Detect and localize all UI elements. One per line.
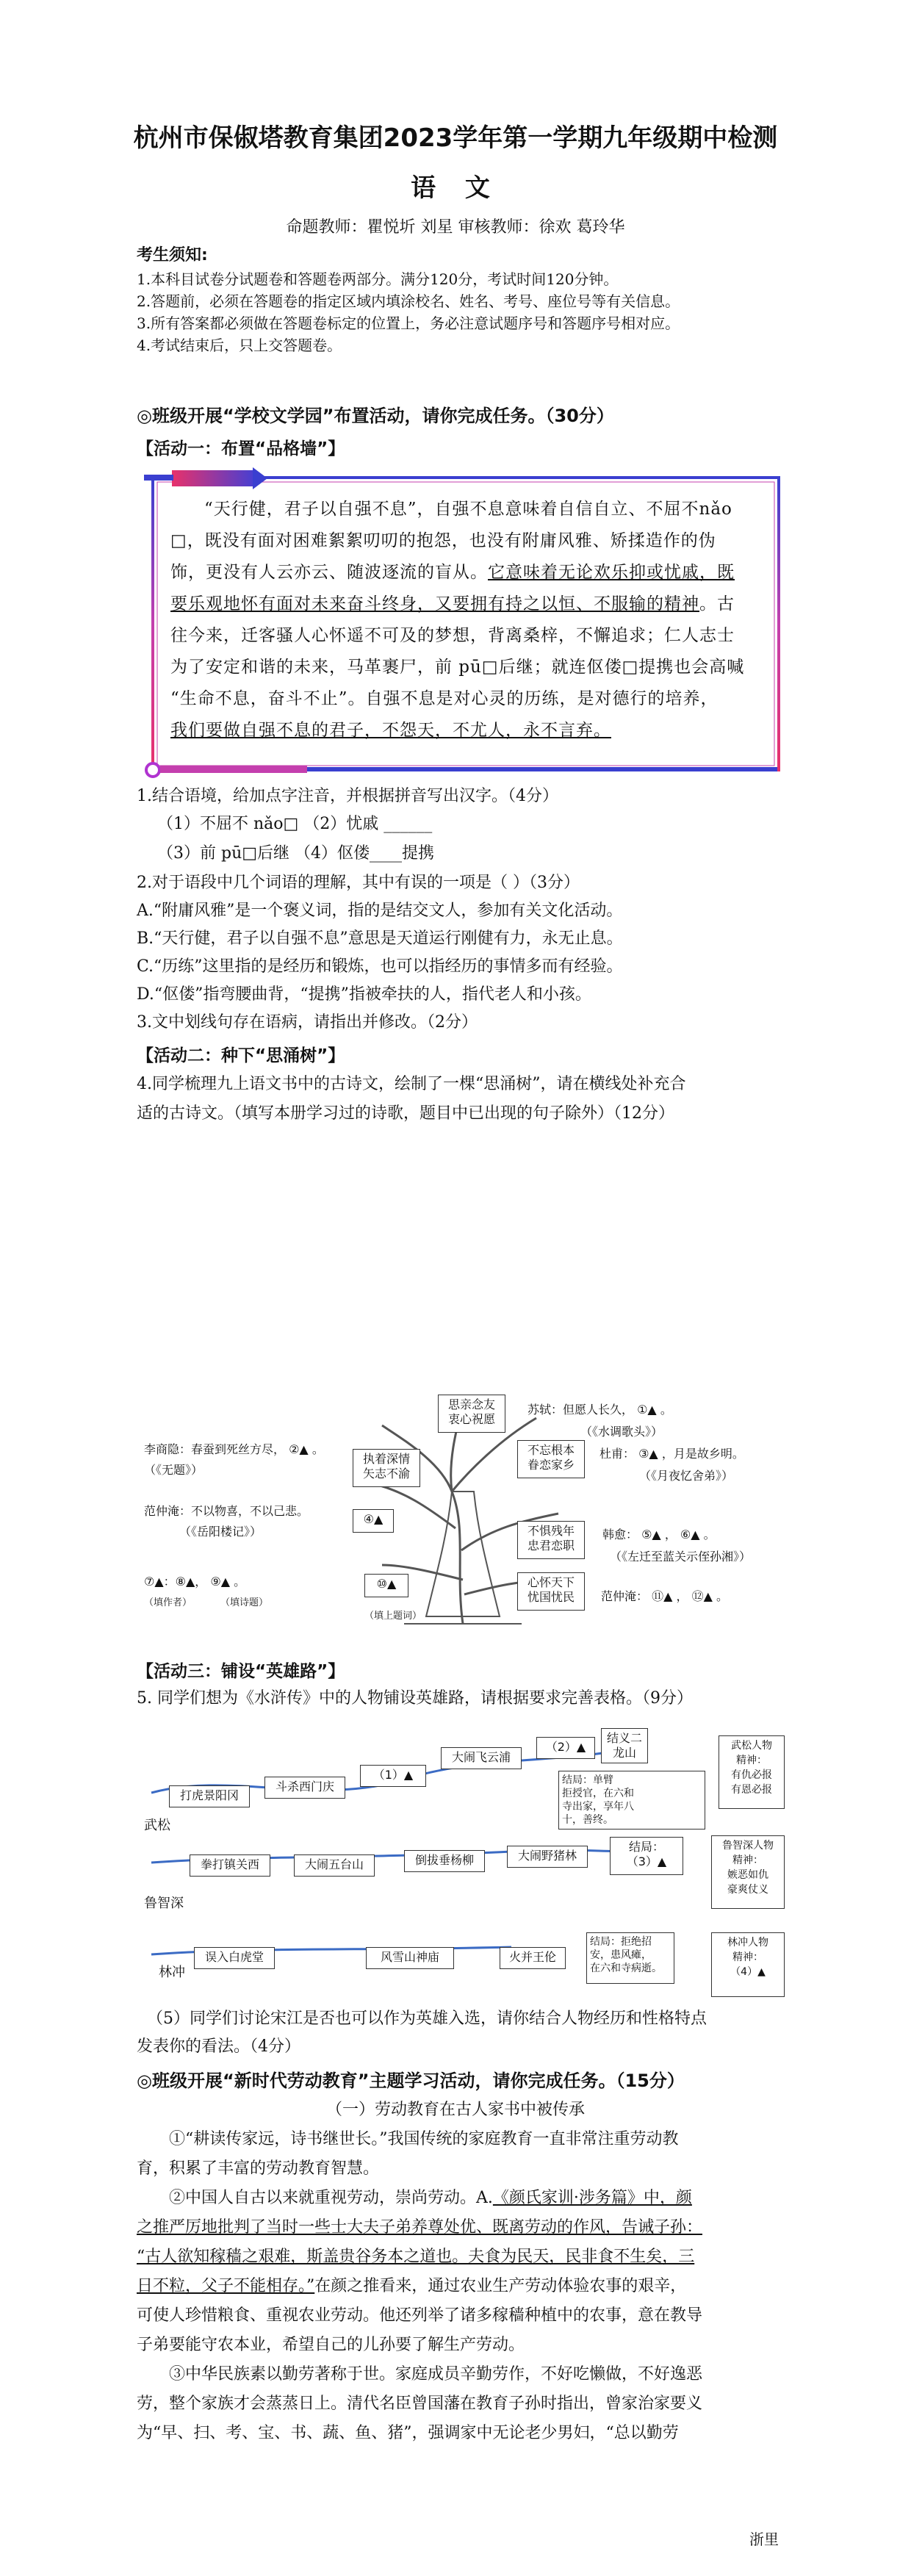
- passage-line: [170, 589, 758, 620]
- lu-step: [294, 1854, 375, 1877]
- para-line: 育，积累了丰富的劳动教育智慧。: [137, 2159, 380, 2178]
- wusong-ending: [558, 1771, 705, 1830]
- tree-box-buwang: [517, 1440, 585, 1478]
- para-line: 子弟要能守农本业，希望自己的儿孙要了解生产劳动。: [137, 2336, 525, 2354]
- tree-bottom-left: ⑦▲：⑧▲， ⑨▲ 。: [144, 1575, 246, 1589]
- box-text: 思亲念友 衷心祝愿: [447, 1397, 495, 1426]
- para-line: ①“耕读传家远，诗书继世长。”我国传统的家庭教育一直非常注重劳动教: [169, 2130, 679, 2148]
- wusong-step: [360, 1765, 426, 1787]
- lu-step: [507, 1846, 588, 1868]
- tree-fan-src: （《岳阳楼记》）: [179, 1525, 262, 1539]
- tree-root-box: [438, 1395, 505, 1433]
- para-line: 之推严厉地批判了当时一些士大夫子弟养尊处优、既离劳动的作风，告诫子孙：: [137, 2218, 703, 2237]
- hero-name: 武松: [144, 1818, 170, 1833]
- lu-step: [190, 1854, 270, 1877]
- box-text: 大闹飞云浦: [451, 1750, 511, 1764]
- para-line: 为“早、扫、考、宝、书、蔬、鱼、猪”，强调家中无论老少男妇，“总以勤劳: [137, 2424, 679, 2442]
- box-text: 拳打镇关西: [200, 1857, 259, 1871]
- exam-title: 杭州市保俶塔教育集团2023学年第一学期九年级期中检测: [133, 123, 778, 153]
- tree-li-src: （《无题》）: [144, 1463, 204, 1477]
- tree-sushi-src: （《水调歌头》）: [580, 1425, 663, 1439]
- passage-line: □，既没有面对困难絮絮叨叨的抱怨，也没有附庸风雅、矫揉造作的伪: [170, 531, 716, 550]
- tree-hanyu: 韩愈： ⑤▲ ， ⑥▲ 。: [602, 1528, 716, 1541]
- tree-label: （填上题词）: [364, 1611, 422, 1622]
- lin-ending: [586, 1932, 674, 1984]
- box-text: 执着深情 矢志不渝: [362, 1452, 410, 1481]
- lin-step: [194, 1947, 275, 1969]
- activity2-heading: 【活动二：种下“思涌树”】: [137, 1046, 345, 1065]
- option-c: C.“历练”这里指的是经历和锻炼，也可以指经历的事情多而有经验。: [137, 957, 623, 976]
- lin-step: [500, 1947, 566, 1969]
- tree-sushi: 苏轼：但愿人长久， ①▲ 。: [527, 1403, 672, 1417]
- option-a: A.“附庸风雅”是一个褒义词，指的是结交文人，参加有关文化活动。: [137, 902, 623, 920]
- underlined-sentence: 它意味着无论欢乐抑或忧戚，既: [488, 563, 735, 582]
- passage-line: 我们要做自强不息的君子，不怨天，不尤人，永不言弃。: [170, 721, 611, 740]
- tree-fan: 范仲淹：不以物喜，不以己悲。: [144, 1504, 309, 1518]
- lin-spirit: [711, 1932, 785, 1997]
- tree-dufu: 杜甫： ③▲ ，月是故乡明。: [599, 1447, 744, 1461]
- passage-span: 饰，更没有人云亦云、随波逐流的盲从。: [170, 563, 488, 582]
- box-text: 鲁智深人物 精神： 嫉恶如仇 豪爽仗义: [722, 1840, 774, 1896]
- tree-hanyu-src: （《左迁至蓝关示侄孙湘》）: [610, 1550, 752, 1564]
- wusong-step: [601, 1728, 648, 1763]
- box-text: 结局： （3）▲: [626, 1840, 667, 1868]
- activity3-heading: 【活动三：铺设“英雄路”】: [137, 1662, 345, 1681]
- question-5-5: （5）同学们讨论宋江是否也可以作为英雄入选，请你结合人物经历和性格特点: [147, 2010, 707, 2028]
- question-2: 2.对于语段中几个词语的理解，其中有误的一项是（ ）（3分）: [137, 874, 580, 892]
- underlined-sentence: 日不粒，父子不能相存。”: [137, 2277, 315, 2295]
- box-text: 风雪山神庙: [380, 1950, 439, 1964]
- para-line: 劳，整个家族才会蒸蒸日上。清代名臣曾国藩在教育子孙时指出，曾家治家要义: [137, 2395, 703, 2413]
- tree-box-10: [364, 1574, 408, 1597]
- box-text: 结义二 龙山: [606, 1731, 642, 1760]
- passage-text: [170, 494, 758, 746]
- box-text: 结局：拒绝招 安，患风瘫， 在六和寺病逝。: [590, 1936, 662, 1974]
- box-text: 大闹五台山: [304, 1857, 364, 1871]
- question-4: 适的古诗文。（填写本册学习过的诗歌，题目中已出现的句子除外）（12分）: [137, 1104, 674, 1123]
- tree-box-zhizhuo: [353, 1449, 420, 1487]
- box-text: 误入白虎堂: [204, 1950, 264, 1964]
- wusong-step: [169, 1785, 250, 1807]
- question-1-items: （3）前 pū□后继 （4）伛偻____提携: [157, 844, 435, 863]
- notes-heading: 考生须知:: [137, 246, 208, 265]
- box-text: （2）▲: [545, 1740, 586, 1754]
- section2-heading: ◎班级开展“新时代劳动教育”主题学习活动，请你完成任务。（15分）: [137, 2070, 685, 2091]
- box-text: 不忘根本 眷恋家乡: [527, 1443, 575, 1472]
- para-span: 在颜之推看来，通过农业生产劳动体验农事的艰辛，: [314, 2277, 687, 2295]
- footer-mark: 浙里: [749, 2530, 779, 2548]
- wusong-step: [441, 1747, 522, 1769]
- tree-label: （填诗题）: [220, 1597, 269, 1608]
- para-line: [137, 2272, 776, 2301]
- lu-ending: [610, 1837, 683, 1875]
- passage-line: 往今来，迁客骚人心怀遥不可及的梦想，背离桑梓，不懈追求；仁人志士: [170, 626, 735, 645]
- passage-line: [170, 652, 758, 683]
- wusong-step: [264, 1777, 345, 1799]
- wusong-spirit: [719, 1735, 785, 1809]
- lu-step: [404, 1850, 485, 1872]
- question-1: 1.结合语境，给加点字注音，并根据拼音写出汉字。（4分）: [137, 787, 558, 805]
- passage-line: “生命不息，奋斗不止”。自强不息是对心灵的历练，是对德行的培养，: [170, 689, 719, 708]
- para-line: “古人欲知稼穑之艰难，斯盖贵谷务本之道也。夫食为民天，民非食不生矣，三: [137, 2248, 695, 2266]
- tree-box-4: [353, 1509, 394, 1533]
- underlined-sentence: 《颜氏家训·涉务篇》中，颜: [492, 2189, 692, 2207]
- tree-label: （填作者）: [144, 1597, 192, 1608]
- box-text: 倒拔垂杨柳: [414, 1853, 474, 1867]
- note-item: 1.本科目试卷分试题卷和答题卷两部分。满分120分，考试时间120分钟。: [137, 270, 619, 288]
- activity1-heading: 【活动一：布置“品格墙”】: [137, 439, 345, 458]
- tree-dufu-src: （《月夜忆舍弟》）: [639, 1469, 734, 1483]
- hero-name: 鲁智深: [144, 1896, 184, 1911]
- para-line: 可使人珍惜粮食、重视农业劳动。他还列举了诸多稼穑种植中的农事，意在教导: [137, 2306, 703, 2325]
- wusong-step: [536, 1737, 595, 1759]
- hero-name: 林冲: [159, 1965, 185, 1980]
- underlined-sentence: 要乐观地怀有面对未来奋斗终身，又要拥有持之以恒、不服输的精神: [170, 594, 699, 614]
- tree-box-bujuan: [517, 1521, 585, 1559]
- box-text: 不惧残年 忠君恋职: [527, 1524, 575, 1553]
- box-text: 火并王伦: [508, 1950, 556, 1964]
- authors-line: 命题教师：瞿悦圻 刘星 审核教师：徐欢 葛玲华: [286, 218, 625, 237]
- box-text: ⑩▲: [376, 1577, 397, 1591]
- para-span: ②中国人自古以来就重视劳动，崇尚劳动。A.: [169, 2189, 493, 2207]
- option-b: B.“天行健，君子以自强不息”意思是天道运行刚健有力，永无止息。: [137, 929, 623, 948]
- box-text: 林冲人物 精神： （4）▲: [727, 1937, 768, 1978]
- tree-fan2: 范仲淹： ⑪▲ ， ⑫▲ 。: [601, 1589, 728, 1603]
- passage-line: “天行健，君子以自强不息”，自强不息意味着自信自立、不屈不nǎo: [204, 500, 732, 519]
- section2-subheading: （一）劳动教育在古人家书中被传承: [325, 2101, 585, 2119]
- para-line: [137, 2184, 776, 2213]
- passage-span: 为了安定和谐的未来，马革裹尸，前: [170, 658, 453, 677]
- note-item: 4.考试结束后，只上交答题卷。: [137, 337, 342, 354]
- question-1-items: （1）不屈不 nǎo□ （2）忧戚 ______: [157, 815, 433, 833]
- box-text: 斗杀西门庆: [275, 1780, 334, 1794]
- box-text: 结局：单臂 拒授官，在六和 寺出家，享年八 十，善终。: [562, 1774, 634, 1826]
- note-item: 2.答题前，必须在答题卷的指定区域内填涂校名、姓名、考号、座位号等有关信息。: [137, 292, 680, 310]
- lu-spirit: [711, 1835, 785, 1909]
- box-text: （1）▲: [372, 1768, 414, 1782]
- passage-line: [170, 557, 758, 589]
- box-text: 武松人物 精神： 有仇必报 有恩必报: [731, 1740, 772, 1796]
- box-text: ④▲: [363, 1512, 384, 1526]
- passage-span: pū□后继；: [453, 658, 552, 677]
- passage-span: 。古: [699, 594, 735, 614]
- option-d: D.“伛偻”指弯腰曲背，“提携”指被牵扶的人，指代老人和小孩。: [137, 985, 591, 1004]
- question-5-5: 发表你的看法。（4分）: [137, 2037, 300, 2056]
- question-4: 4.同学梳理九上语文书中的古诗文，绘制了一棵“思涌树”，请在横线处补充合: [137, 1075, 686, 1093]
- subject-title: 语 文: [411, 173, 500, 203]
- box-text: 打虎景阳冈: [179, 1788, 239, 1802]
- lin-step: [366, 1947, 454, 1969]
- passage-span: 就连伛偻□提携也会高喊: [551, 658, 745, 677]
- box-text: 大闹野猪林: [517, 1849, 577, 1863]
- tree-box-xinhuai: [517, 1572, 585, 1611]
- tree-li: 李商隐：春蚕到死丝方尽， ②▲ 。: [144, 1442, 324, 1456]
- question-3: 3.文中划线句存在语病，请指出并修改。（2分）: [137, 1013, 478, 1032]
- para-line: ③中华民族素以勤劳著称于世。家庭成员辛勤劳作，不好吃懒做，不好逸恶: [169, 2365, 703, 2383]
- note-item: 3.所有答案都必须做在答题卷标定的位置上，务必注意试题序号和答题序号相对应。: [137, 314, 680, 332]
- box-text: 心怀天下 忧国忧民: [527, 1575, 575, 1604]
- section1-heading: ◎班级开展“学校文学园”布置活动，请你完成任务。（30分）: [137, 406, 614, 426]
- question-5: 5. 同学们想为《水浒传》中的人物铺设英雄路，请根据要求完善表格。（9分）: [137, 1689, 693, 1708]
